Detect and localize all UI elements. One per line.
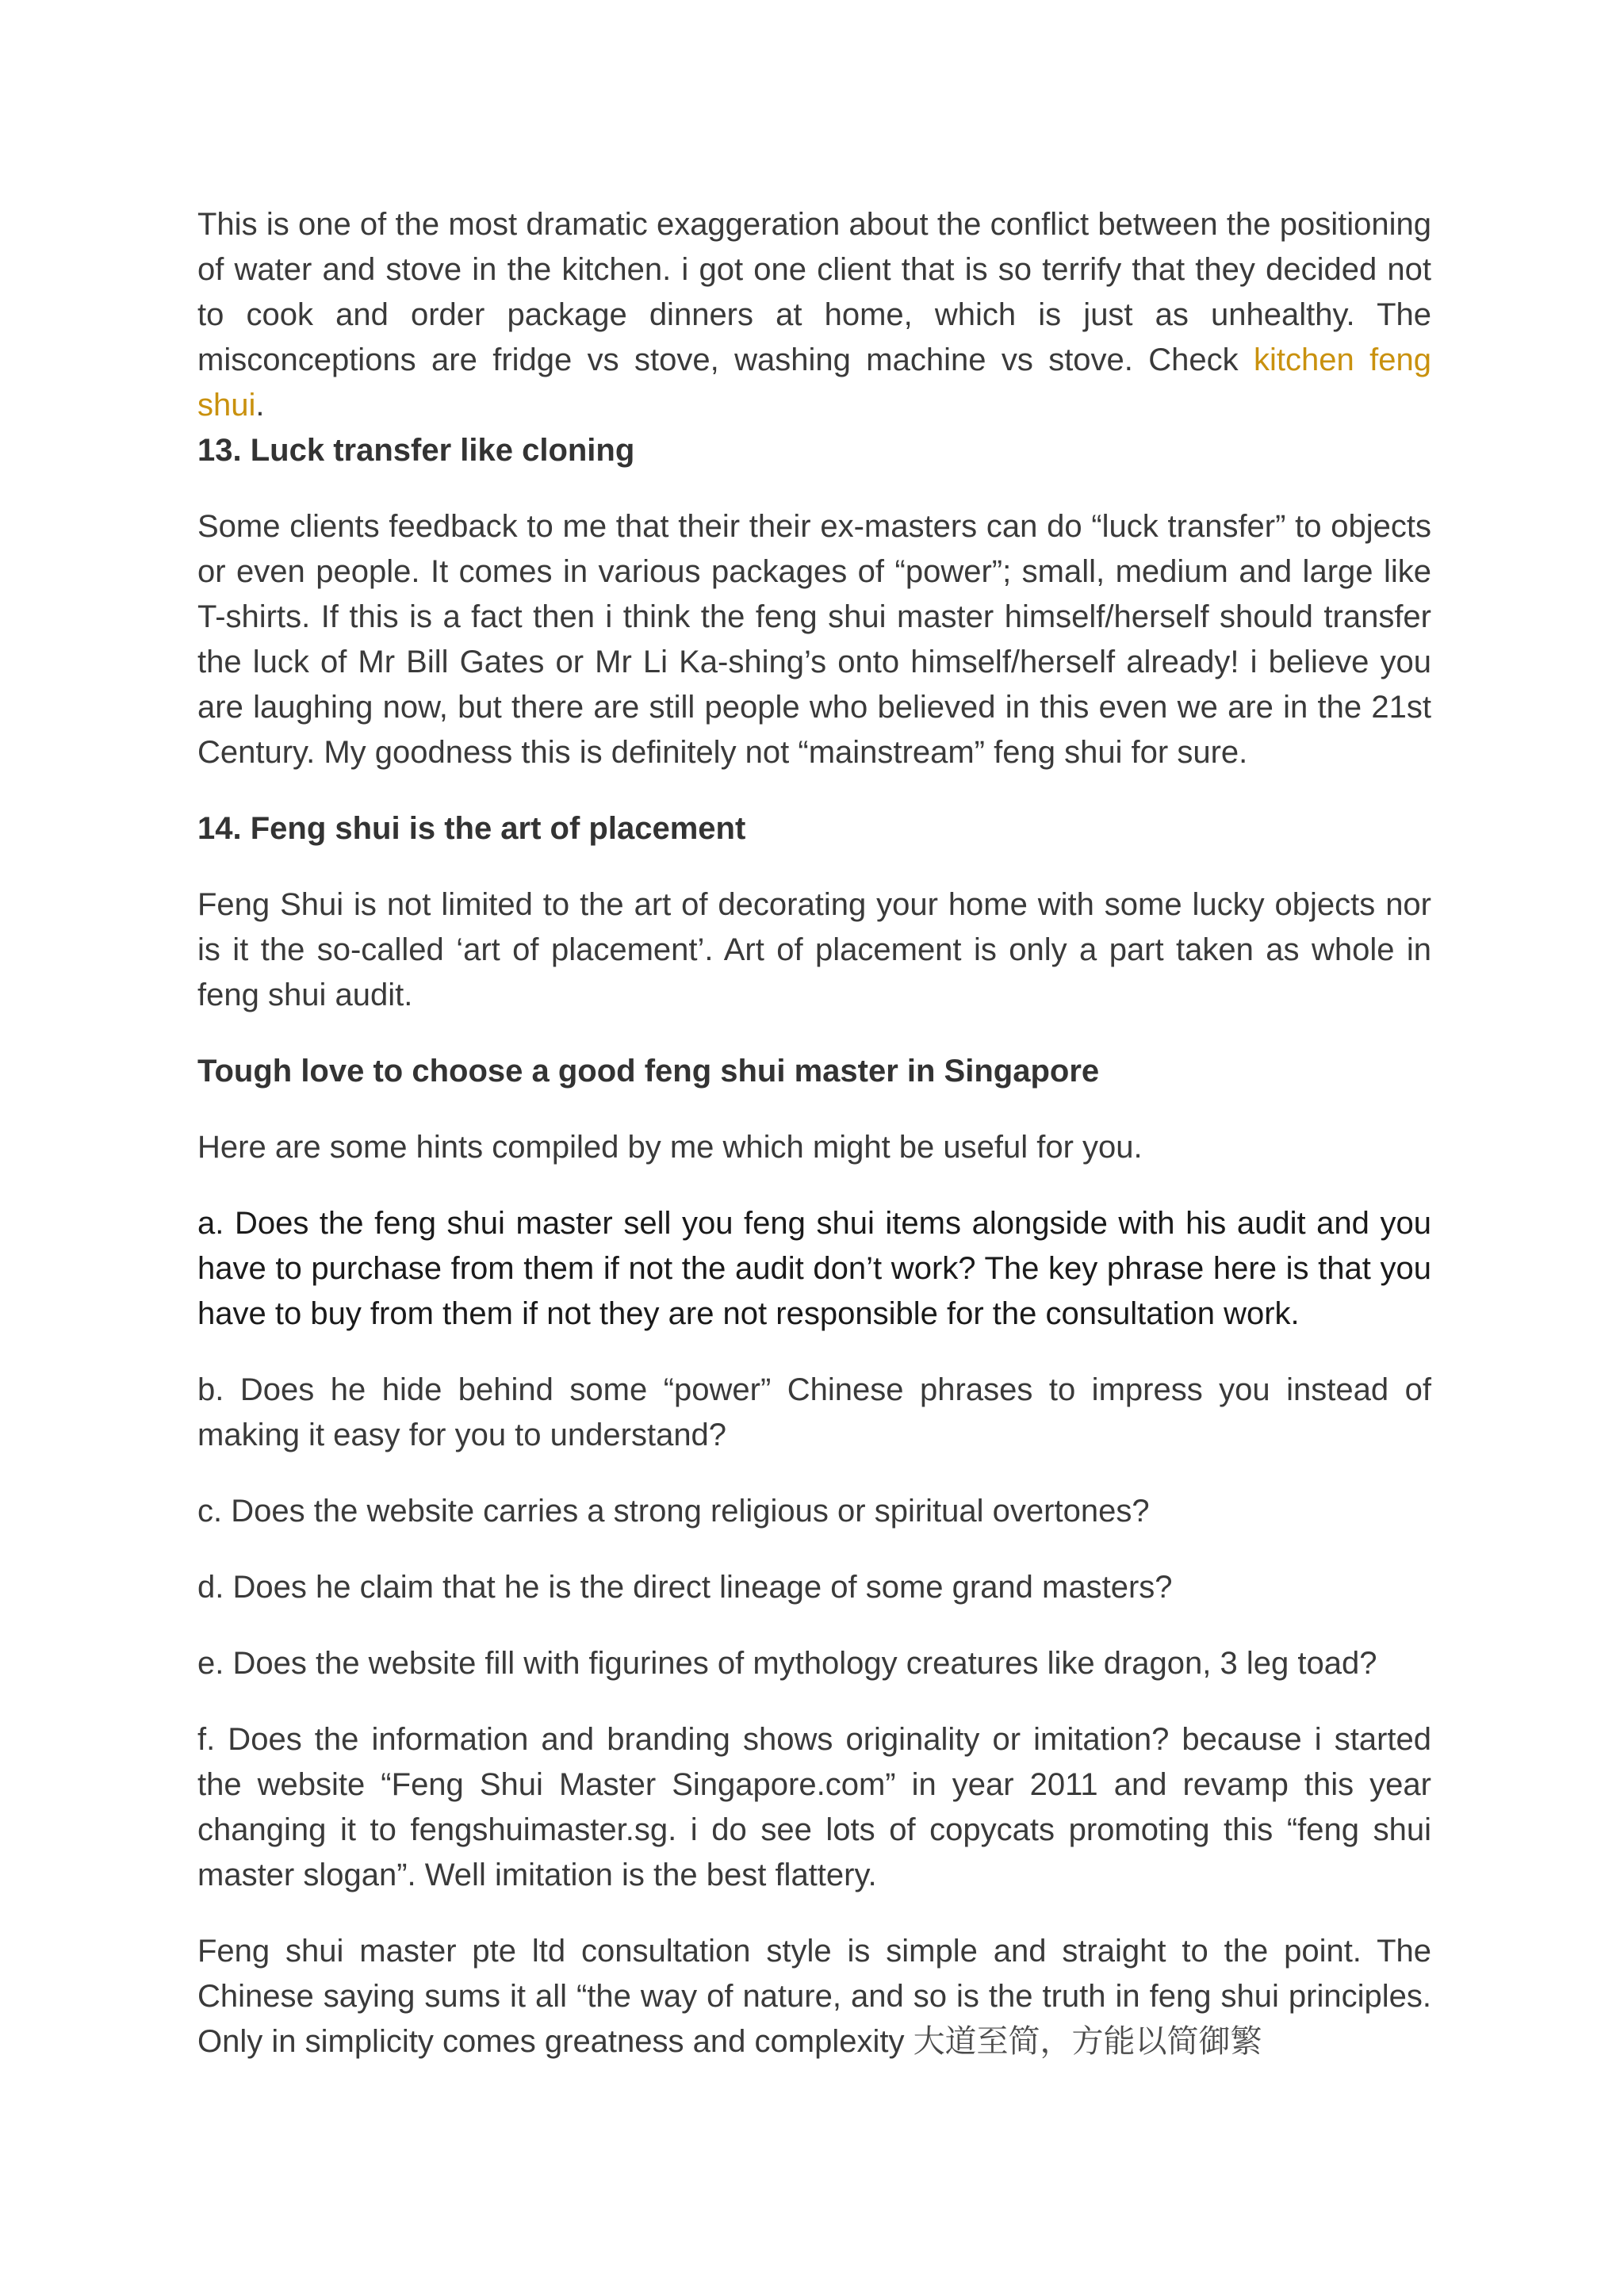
kitchen-feng-shui-link[interactable]: kitchen feng shui	[197, 342, 1432, 423]
paragraph-art-of-placement: Feng Shui is not limited to the art of decorating your home with some lucky objects nor is it the so-called ‘art of placement’. Art of placement is only a part taken as whole in feng shui audit.	[197, 887, 1431, 1012]
hint-a: a. Does the feng shui master sell you feng shui items alongside with his audit and you have to purchase from them if not the audit don’t work? The key phrase here is that you have to buy from them if not they are not responsible for the consultation work.	[197, 1206, 1431, 1331]
paragraph-luck-transfer: Some clients feedback to me that their their ex-masters can do “luck transfer” to objects or even people. It comes in various packages of “power”; small, medium and large like T-shirts. If this is a fact then i think the feng shui master himself/herself should transfer the luck of Mr Bill Gates or Mr Li Ka-shing’s onto himself/herself already! i believe you are laughing now, but there are still people who believed in this even we are in the 21st Century. My goodness this is definitely not “mainstream” feng shui for sure.	[197, 509, 1431, 770]
hint-d: d. Does he claim that he is the direct lineage of some grand masters?	[197, 1570, 1173, 1605]
hint-e: e. Does the website fill with figurines of mythology creatures like dragon, 3 leg toad?	[197, 1646, 1377, 1681]
heading-tough-love: Tough love to choose a good feng shui master in Singapore	[197, 1054, 1100, 1089]
heading-13: 13. Luck transfer like cloning	[197, 433, 635, 468]
paragraph-kitchen	[197, 202, 1431, 428]
consultation-style-text: Feng shui master pte ltd consultation style is simple and straight to the point. The Chinese saying sums it all “the way of nature, and so is the truth in feng shui principles. Only in simplicity comes greatness and complexity	[197, 1934, 1431, 2059]
hint-c: c. Does the website carries a strong religious or spiritual overtones?	[197, 1494, 1150, 1529]
document-page	[197, 202, 1431, 2064]
hint-b: b. Does he hide behind some “power” Chinese phrases to impress you instead of making it easy for you to understand?	[197, 1372, 1431, 1452]
paragraph-consultation-style	[197, 1929, 1431, 2064]
paragraph-hints-intro: Here are some hints compiled by me which might be useful for you.	[197, 1130, 1143, 1165]
heading-14: 14. Feng shui is the art of placement	[197, 811, 746, 846]
hint-f: f. Does the information and branding shows originality or imitation? because i started the website “Feng Shui Master Singapore.com” in year 2011 and revamp this year changing it to fengshuimaster.sg. i do see lots of copycats promoting this “feng shui master slogan”. Well imitation is the best flattery.	[197, 1722, 1431, 1892]
paragraph-kitchen-text: This is one of the most dramatic exaggeration about the conflict between the positioning of water and stove in the kitchen. i got one client that is so terrify that they decided not to cook and order package dinners at home, which is just as unhealthy. The misconceptions are fridge vs stove, washing machine vs stove. Check	[197, 207, 1431, 377]
chinese-saying: 大道至简，方能以简御繁	[913, 2023, 1262, 2060]
paragraph-kitchen-end: .	[255, 388, 265, 423]
